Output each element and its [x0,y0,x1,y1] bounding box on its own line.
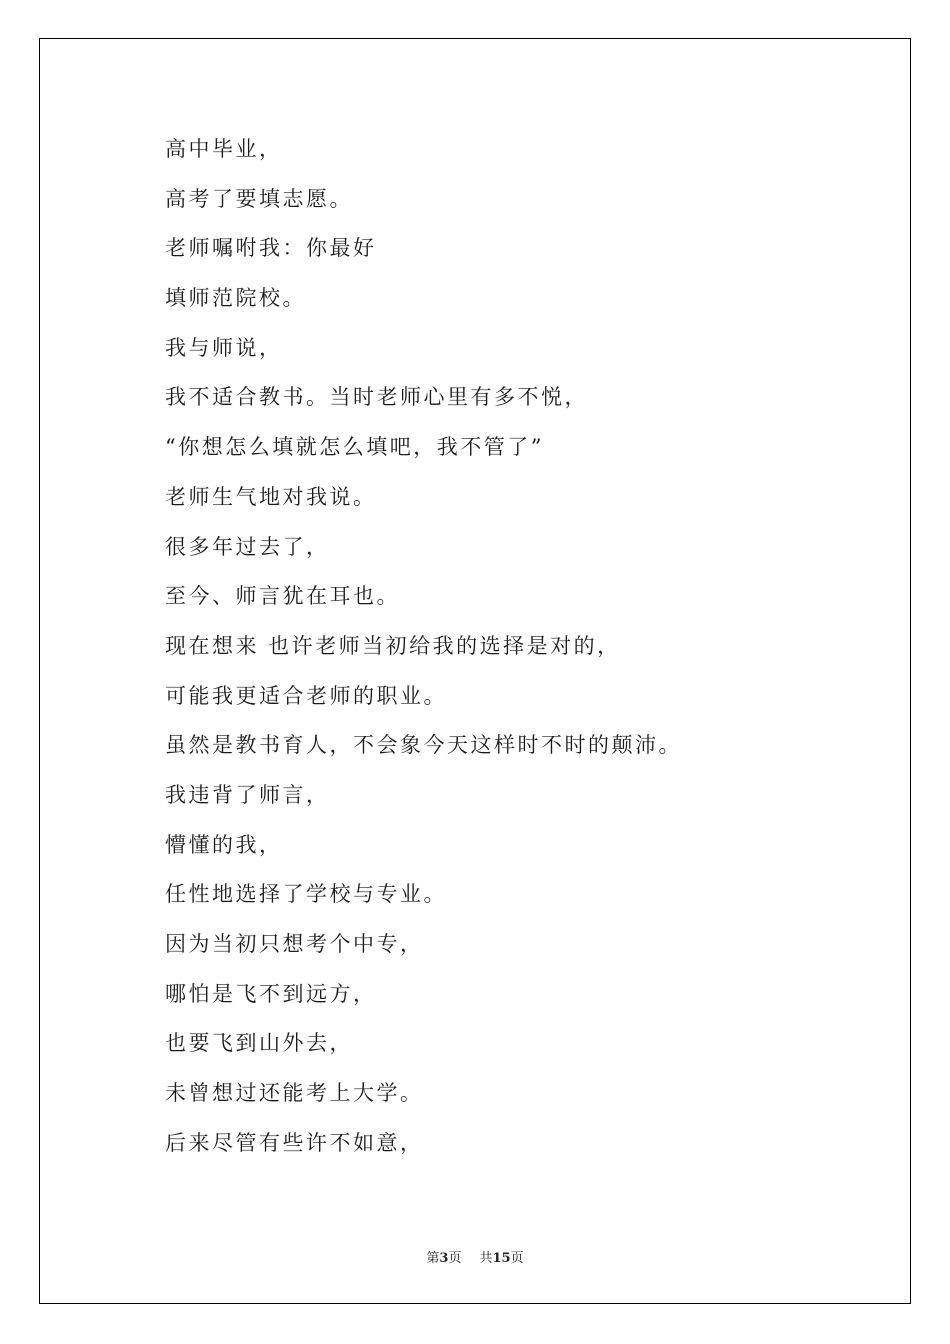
text-line: “你想怎么填就怎么填吧，我不管了” [165,435,544,460]
text-line: 老师生气地对我说。 [165,484,377,509]
page-prefix: 第 [426,1251,440,1266]
total-prefix: 共 [479,1251,493,1266]
text-line: 虽然是教书育人，不会象今天这样时不时的颠沛。 [165,733,682,758]
text-line: 高中毕业， [165,137,283,161]
text-line: 老师嘱咐我：你最好 [165,236,377,261]
text-line: 填师范院校。 [165,286,306,311]
total-pages-number: 15 [492,1251,511,1266]
text-line: 我违背了师言， [165,782,330,807]
text-line: 任性地选择了学校与专业。 [165,882,447,907]
total-suffix: 页 [510,1251,524,1266]
text-line: 哪怕是飞不到远方， [165,981,377,1006]
text-line: 懵懂的我， [165,832,283,857]
text-line: 现在想来 也许老师当初给我的选择是对的， [165,633,621,658]
text-line: 我与师说， [165,335,283,360]
text-line: 至今、师言犹在耳也。 [165,584,400,609]
text-line: 高考了要填志愿。 [165,186,353,211]
page-suffix: 页 [448,1251,462,1266]
page-footer [0,1247,950,1266]
text-line: 因为当初只想考个中专， [165,932,424,956]
current-page-number: 3 [439,1251,449,1266]
text-line: 也要飞到山外去， [165,1031,353,1056]
text-line: 我不适合教书。当时老师心里有多不悦， [165,385,588,410]
text-line: 未曾想过还能考上大学。 [165,1081,424,1106]
text-line: 很多年过去了， [165,534,330,559]
text-line: 后来尽管有些许不如意， [165,1130,424,1155]
text-line: 可能我更适合老师的职业。 [165,683,447,708]
document-body [165,132,865,1175]
